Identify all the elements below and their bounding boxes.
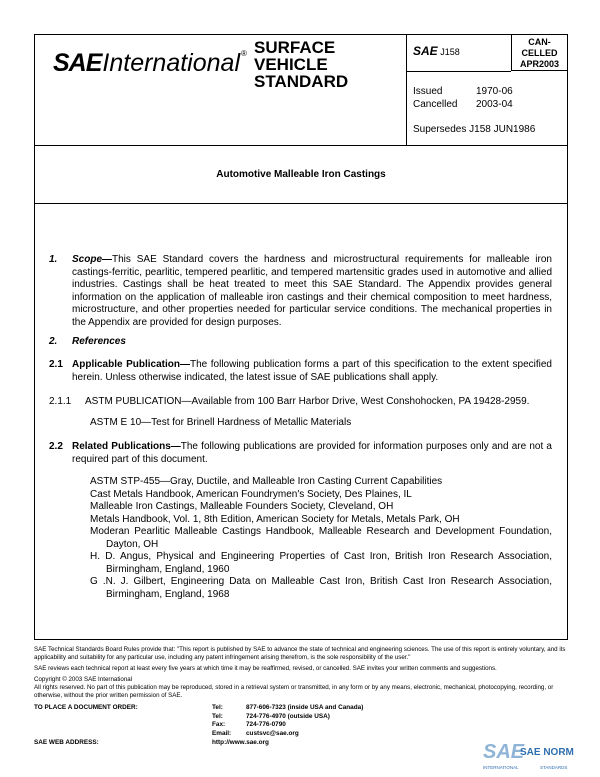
issued-row xyxy=(413,85,513,98)
fax-label: Fax: xyxy=(212,721,226,729)
tel2-label: Tel: xyxy=(212,712,223,720)
related-list xyxy=(90,476,552,601)
list-item: Cast Metals Handbook, American Foundrymen's Society, Des Plaines, IL xyxy=(90,488,412,500)
standard-line: VEHICLE xyxy=(254,55,328,74)
cancelled-badge xyxy=(511,35,567,71)
section-number: 2.1 xyxy=(49,359,63,370)
list-item: G .N. J. Gilbert, Engineering Data on Malleable Cast Iron, British Cast Iron Research Association, Birmingham, England, 1968 xyxy=(90,576,552,600)
sae-norm-logo-icon xyxy=(482,738,574,772)
applicable-heading: Applicable Publication— xyxy=(72,359,190,370)
badge-norm: SAE NORM xyxy=(520,747,574,758)
rules-note: SAE Technical Standards Board Rules provide that: "This report is published by SAE to advance the state of technical and engineering sciences. The use of this report is entirely voluntary, and its applicability and suitability for any particular use, including any patent infringement arising therefrom, is the sole responsibility of the user." xyxy=(34,646,566,661)
cancelled-line: CAN- xyxy=(528,37,551,47)
related-publications xyxy=(72,441,552,466)
section-number: 2. xyxy=(49,336,58,347)
applicable-text: The following publication forms a part of this specification to the extent specified herein. Unless otherwise indicated, the latest issue of SAE publications shall apply. xyxy=(72,359,552,383)
list-item: H. D. Angus, Physical and Engineering Properties of Cast Iron, British Iron Research Association, Birmingham, England, 1960 xyxy=(90,551,552,575)
issued-label: Issued xyxy=(413,86,443,97)
standard-type xyxy=(254,39,404,90)
email-label: Email: xyxy=(212,729,232,737)
sae-norm-badge xyxy=(482,738,574,772)
document-frame xyxy=(34,34,568,640)
references-heading: References xyxy=(72,336,126,347)
doc-id: J158 xyxy=(440,47,460,57)
review-note: SAE reviews each technical report at least every five years at which time it may be reaffirmed, revised, or cancelled. SAE invites your written comments and suggestions. xyxy=(34,665,497,672)
list-item: Moderan Pearlitic Malleable Castings Handbook, Malleable Research and Development Foundation, Dayton, OH xyxy=(90,526,552,550)
list-item: ASTM STP-455—Gray, Ductile, and Malleable Iron Casting Current Capabilities xyxy=(90,476,443,487)
doc-number xyxy=(413,44,460,58)
order-label: TO PLACE A DOCUMENT ORDER: xyxy=(34,704,138,711)
section-number: 1. xyxy=(49,254,58,265)
web-link[interactable]: http://www.sae.org xyxy=(212,739,269,746)
copyright: Copyright © 2003 SAE International xyxy=(34,676,133,683)
cancelled-value: 2003-04 xyxy=(476,99,513,110)
standard-line: SURFACE xyxy=(254,38,336,57)
issued-value: 1970-06 xyxy=(476,86,513,97)
logo-trademark: ® xyxy=(241,49,247,58)
badge-sae: SAE xyxy=(483,741,525,763)
cancelled-line: CELLED xyxy=(521,48,558,58)
astm-publication: ASTM PUBLICATION—Available from 100 Barr Harbor Drive, West Conshohocken, PA 19428-2959. xyxy=(85,396,530,407)
issue-dates xyxy=(413,85,513,111)
email-link[interactable]: custsvc@sae.org xyxy=(246,729,299,737)
header xyxy=(35,35,567,146)
scope-heading: Scope— xyxy=(72,254,113,265)
related-heading: Related Publications— xyxy=(72,441,181,452)
web-label: SAE WEB ADDRESS: xyxy=(34,739,99,746)
astm-e10: ASTM E 10—Test for Brinell Hardness of Metallic Materials xyxy=(90,417,352,428)
tel2-value: 724-776-4970 (outside USA) xyxy=(246,712,330,720)
standard-line: STANDARD xyxy=(254,72,349,91)
cancelled-line: APR2003 xyxy=(519,59,560,69)
document-title: Automotive Malleable Iron Castings xyxy=(35,145,567,204)
cancelled-label: Cancelled xyxy=(413,99,458,110)
list-item: Malleable Iron Castings, Malleable Founders Society, Cleveland, OH xyxy=(90,501,394,512)
scope-paragraph xyxy=(72,254,552,329)
supersedes: Supersedes J158 JUN1986 xyxy=(413,124,536,135)
footer-notes xyxy=(34,646,568,703)
section-number: 2.2 xyxy=(49,441,63,452)
cancelled-row xyxy=(413,98,513,111)
badge-intl: INTERNATIONAL xyxy=(483,765,519,770)
badge-standards: STANDARDS xyxy=(540,765,568,770)
divider xyxy=(407,71,511,72)
fax-value: 724-776-0790 xyxy=(246,721,286,729)
section-number: 2.1.1 xyxy=(49,396,72,407)
sae-logo xyxy=(35,35,253,145)
tel-value: 877-606-7323 (inside USA and Canada) xyxy=(246,704,364,711)
related-text: The following publications are provided for information purposes only and are not a required part of this document. xyxy=(72,441,552,465)
tel-label: Tel: xyxy=(212,704,223,711)
logo-sae: SAE xyxy=(53,49,102,77)
rights-note: All rights reserved. No part of this publication may be reproduced, stored in a retrieval system or transmitted, in any form or by any means, electronic, mechanical, photocopying, recording, or otherwise, without the prior written permission of SAE. xyxy=(34,684,554,699)
doc-prefix: SAE xyxy=(413,44,438,58)
scope-text: This SAE Standard covers the hardness and microstructural requirements for malleable iron castings-ferritic, pearlitic, tempered pearlitic, and tempered martensitic grades used in automotive and allied industries. Castings shall be heat treated to meet this SAE Standard. The Appendix provides general information on the application of malleable iron castings and their chemical composition to meet hardness, microstructure, and other properties needed for particular service conditions. The mechanical properties in the Appendix are provided for design purposes. xyxy=(72,254,552,328)
applicable-publication xyxy=(72,359,552,384)
logo-international: International xyxy=(102,49,241,77)
list-item: Metals Handbook, Vol. 1, 8th Edition, American Society for Metals, Metals Park, OH xyxy=(90,513,460,525)
